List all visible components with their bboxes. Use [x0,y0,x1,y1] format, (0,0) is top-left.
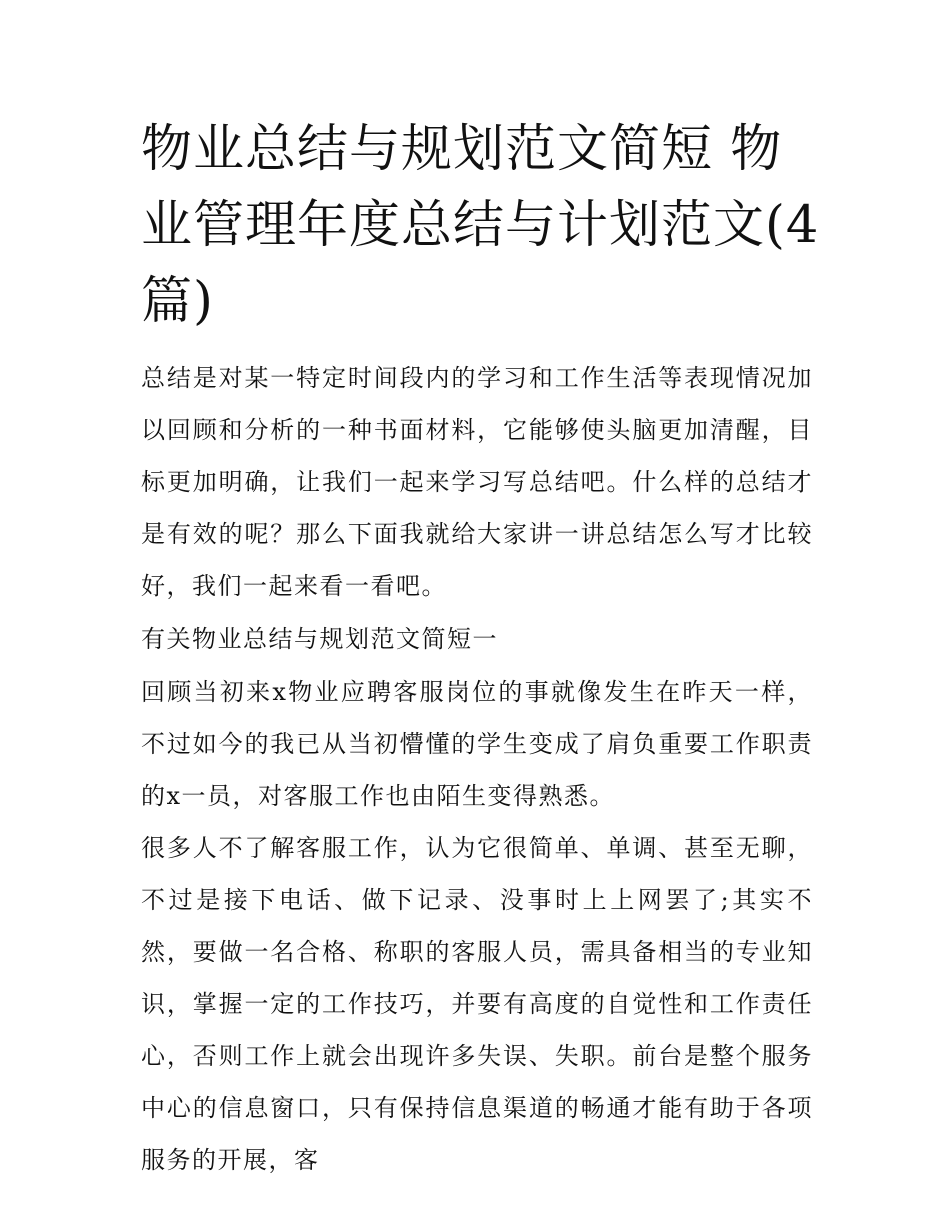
body-paragraph-1: 回顾当初来x物业应聘客服岗位的事就像发生在昨天一样，不过如今的我已从当初懵懂的学生变成了肩负重要工作职责的x一员，对客服工作也由陌生变得熟悉。 [141,678,813,810]
document-title: 物业总结与规划范文简短 物业管理年度总结与计划范文(4篇) [141,120,820,331]
intro-paragraph: 总结是对某一特定时间段内的学习和工作生活等表现情况加以回顾和分析的一种书面材料，它能够使头脑更加清醒，目标更加明确，让我们一起来学习写总结吧。什么样的总结才是有效的呢？那么下面我就给大家讲一讲总结怎么写才比较好，我们一起来看一看吧。 [141,364,813,600]
body-paragraph-2: 很多人不了解客服工作，认为它很简单、单调、甚至无聊，不过是接下电话、做下记录、没事时上上网罢了;其实不然，要做一名合格、称职的客服人员，需具备相当的专业知识，掌握一定的工作技巧，并要有高度的自觉性和工作责任心，否则工作上就会出现许多失误、失职。前台是整个服务中心的信息窗口，只有保持信息渠道的畅通才能有助于各项服务的开展，客 [141,834,813,1174]
section-heading: 有关物业总结与规划范文简短一 [141,625,498,653]
document-body [141,352,813,1186]
